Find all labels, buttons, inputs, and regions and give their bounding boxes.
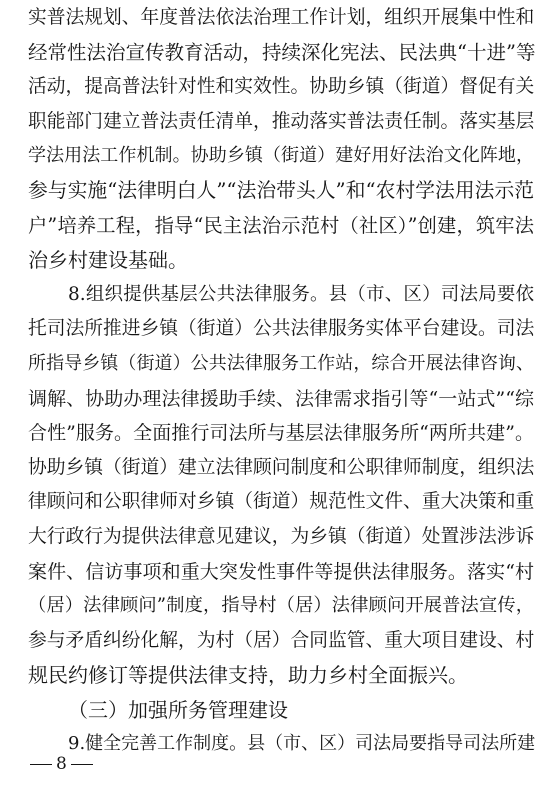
paragraph-8-start: 8.组织提供基层公共法律服务。县（市、区）司法局要依	[68, 283, 534, 305]
text-line: 参与矛盾纠纷化解，为村（居）合同监管、重大项目建设、村	[28, 629, 535, 651]
footer-dash-left	[30, 764, 52, 765]
text-line: 户”培养工程，指导“民主法治示范村（社区）”创建，筑牢法	[28, 213, 534, 237]
footer-dash-right	[71, 764, 93, 765]
text-line: （居）法律顾问”制度，指导村（居）法律顾问开展普法宣传，	[28, 595, 534, 617]
text-line: 大行政行为提供法律意见建议，为乡镇（街道）处置涉法涉诉	[28, 525, 535, 547]
text-line: 调解、协助办理法律援助手续、法律需求指引等“一站式”“综	[28, 387, 534, 410]
text-line: 托司法所推进乡镇（街道）公共法律服务实体平台建设。司法	[28, 318, 535, 340]
page-footer	[30, 754, 93, 774]
text-line: 合性”服务。全面推行司法所与基层法律服务所“两所共建”。	[28, 422, 534, 445]
text-line: 实普法规划、年度普法依法治理工作计划，组织开展集中性和	[28, 7, 535, 28]
text-line: 协助乡镇（街道）建立法律顾问制度和公职律师制度，组织法	[28, 456, 535, 478]
text-line: 参与实施“法律明白人”“法治带头人”和“农村学法用法示范	[28, 178, 534, 202]
paragraph-9-start: 9.健全完善工作制度。县（市、区）司法局要指导司法所建	[68, 733, 536, 755]
text-line: 律顾问和公职律师对乡镇（街道）规范性文件、重大决策和重	[28, 491, 535, 513]
section-heading: （三）加强所务管理建设	[68, 697, 288, 722]
text-line: 治乡村建设基础。	[28, 248, 188, 273]
page-number: 8	[56, 754, 67, 774]
text-line: 学法用法工作机制。协助乡镇（街道）建好用好法治文化阵地，	[28, 145, 534, 167]
text-line: 规民约修订等提供法律支持，助力乡村全面振兴。	[28, 663, 468, 688]
text-line: 所指导乡镇（街道）公共法律服务工作站，综合开展法律咨询、	[28, 352, 534, 374]
text-line: 职能部门建立普法责任清单，推动落实普法责任制。落实基层	[28, 110, 535, 132]
text-line: 经常性法治宣传教育活动，持续深化宪法、民法典“十进”等	[28, 40, 536, 64]
body-text	[28, 1, 534, 762]
text-line: 案件、信访事项和重大突发性事件等提供法律服务。落实“村	[28, 560, 534, 583]
text-line: 活动，提高普法针对性和实效性。协助乡镇（街道）督促有关	[28, 76, 535, 98]
